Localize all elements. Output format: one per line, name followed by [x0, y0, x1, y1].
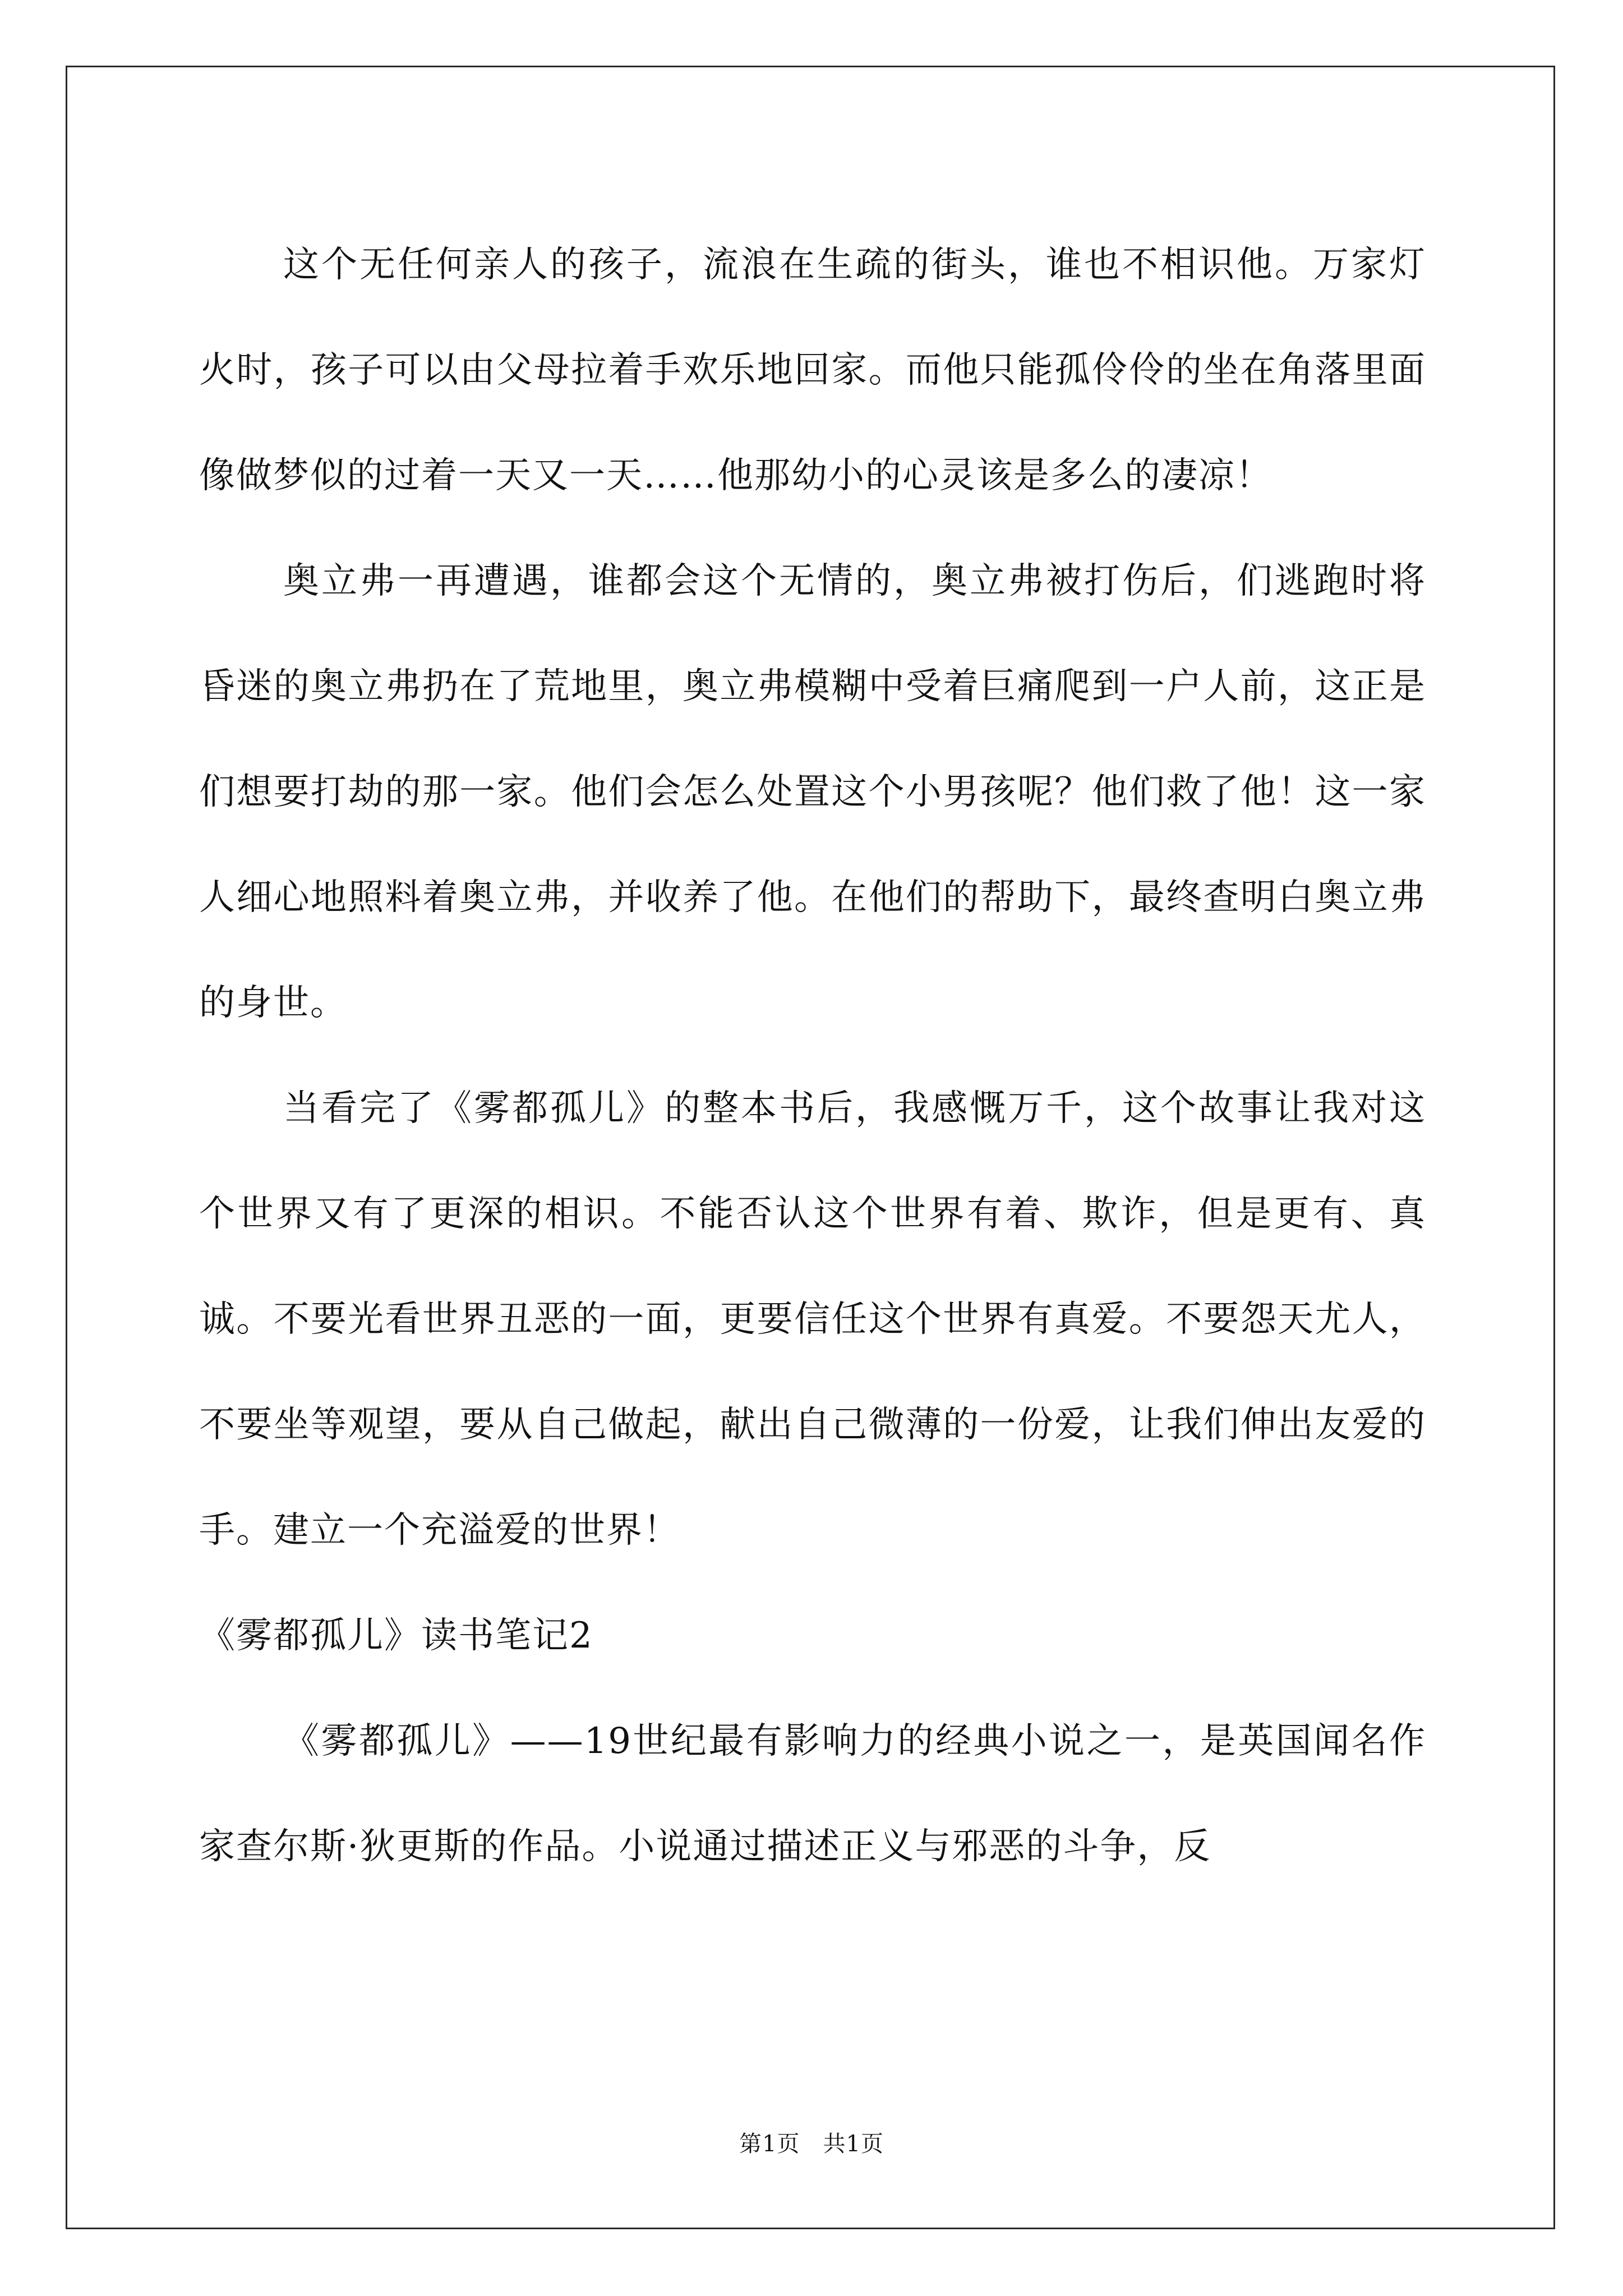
section-heading: 《雾都孤儿》读书笔记2 [199, 1615, 593, 1657]
paragraph-reflection: 当看完了《雾都孤儿》的整本书后，我感慨万千，这个故事让我对这个世界又有了更深的相识。不能否认这个世界有着、欺诈，但是更有、真诚。不要光看世界丑恶的一面，更要信任这个世界有真爱。不要怨天尤人，不要坐等观望，要从自己做起，献出自己微薄的一份爱，让我们伸出友爱的手。建立一个充溢爱的世界！ [199, 1088, 1426, 1551]
paragraph-book-intro: 《雾都孤儿》——19世纪最有影响力的经典小说之一，是英国闻名作家查尔斯·狄更斯的作品。小说通过描述正义与邪恶的斗争，反 [199, 1720, 1426, 1867]
paragraph-orphan-streets: 这个无任何亲人的孩子，流浪在生疏的街头，谁也不相识他。万家灯火时，孩子可以由父母拉着手欢乐地回家。而他只能孤伶伶的坐在角落里面像做梦似的过着一天又一天……他那幼小的心灵该是多么的凄凉！ [199, 244, 1426, 496]
paragraph-oliver-rescued: 奥立弗一再遭遇，谁都会这个无情的，奥立弗被打伤后，们逃跑时将昏迷的奥立弗扔在了荒地里，奥立弗模糊中受着巨痛爬到一户人前，这正是们想要打劫的那一家。他们会怎么处置这个小男孩呢？他们救了他！这一家人细心地照料着奥立弗，并收养了他。在他们的帮助下，最终查明白奥立弗的身世。 [199, 560, 1426, 1024]
document-body [199, 212, 1426, 1899]
page-number-footer: 第1页 共1页 [739, 2131, 884, 2157]
